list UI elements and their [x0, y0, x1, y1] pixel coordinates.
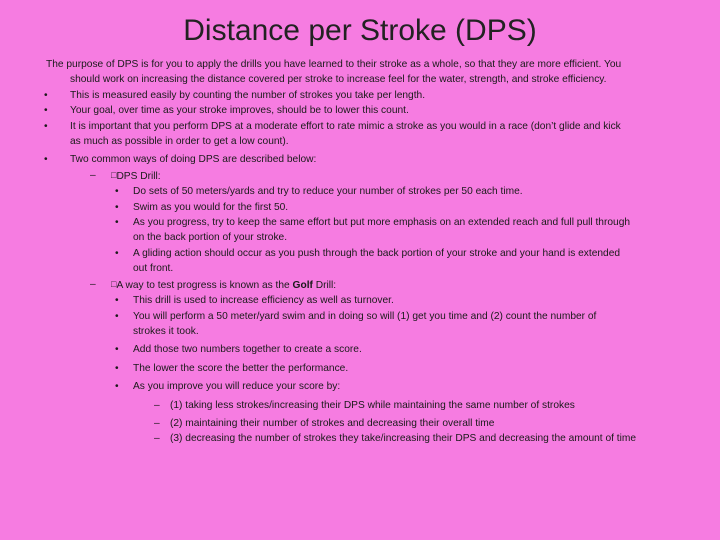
- golf-drill-text: This drill is used to increase efficiency as well as turnover.: [133, 295, 394, 307]
- box-icon: □: [111, 278, 117, 289]
- golf-drill-heading: [0, 277, 720, 293]
- golf-drill-label-pre: A way to test progress is known as the: [116, 279, 293, 291]
- dps-drill-text: A gliding action should occur as you push through the back portion of your stroke and your hand is extended: [133, 247, 621, 259]
- slide-title: Distance per Stroke (DPS): [183, 14, 537, 47]
- bullet-marker: •: [44, 89, 48, 101]
- bullet-continuation: as much as possible in order to get a low count).: [70, 136, 289, 148]
- golf-drill-item: [0, 309, 720, 324]
- dps-drill-continuation: out front.: [133, 263, 174, 275]
- bullet-item: [0, 119, 720, 134]
- bullet-marker: •: [115, 310, 119, 322]
- bullet-marker: •: [115, 247, 119, 259]
- golf-drill-item: [0, 379, 720, 394]
- golf-drill-sub-item: [0, 416, 720, 431]
- golf-drill-sub-text: (3) decreasing the number of strokes they take/increasing their DPS and decreasing the amount of time: [170, 433, 637, 445]
- bullet-marker: •: [115, 201, 119, 213]
- dps-drill-heading: [0, 168, 720, 184]
- dps-drill-label: DPS Drill:: [116, 170, 161, 182]
- dps-drill-continuation: on the back portion of your stroke.: [133, 232, 288, 244]
- bullet-marker: •: [44, 105, 48, 117]
- golf-drill-text: As you improve you will reduce your score by:: [133, 381, 341, 393]
- dash-marker: –: [154, 417, 160, 429]
- golf-drill-item: [0, 361, 720, 376]
- golf-drill-item: [0, 293, 720, 308]
- bullet-item: [0, 152, 720, 167]
- bullet-item: [0, 88, 720, 103]
- bullet-marker: •: [44, 120, 48, 132]
- bullet-text: Two common ways of doing DPS are described below:: [70, 154, 317, 166]
- dps-drill-text: Do sets of 50 meters/yards and try to reduce your number of strokes per 50 each time.: [133, 186, 523, 198]
- dash-marker: –: [90, 278, 96, 290]
- golf-drill-text: The lower the score the better the performance.: [133, 362, 349, 374]
- dash-marker: –: [154, 433, 160, 445]
- dps-drill-item: [0, 215, 720, 230]
- bullet-marker: •: [44, 154, 48, 166]
- bullet-marker: •: [115, 344, 119, 356]
- golf-drill-sub-text: (1) taking less strokes/increasing their DPS while maintaining the same number of strokes: [170, 399, 575, 411]
- intro-line-2-text: should work on increasing the distance covered per stroke to increase feel for the water, strength, and stroke efficiency.: [70, 74, 607, 86]
- golf-drill-item: [0, 342, 720, 357]
- dps-drill-text: As you progress, try to keep the same effort but put more emphasis on an extended reach and full pull through: [133, 217, 631, 229]
- intro-line-1: The purpose of DPS is for you to apply the drills you have learned to their stroke as a whole, so that they are more efficient. You: [46, 59, 622, 70]
- intro-line-2: [0, 72, 720, 87]
- bullet-marker: •: [115, 295, 119, 307]
- golf-drill-continuation: strokes it took.: [133, 325, 199, 337]
- dash-marker: –: [90, 169, 96, 181]
- slide-body: [0, 57, 720, 447]
- dash-marker: –: [154, 399, 160, 411]
- bullet-text: This is measured easily by counting the number of strokes you take per length.: [70, 89, 426, 101]
- box-icon: □: [111, 169, 117, 180]
- dps-drill-item: [0, 246, 720, 261]
- bullet-marker: •: [115, 381, 119, 393]
- bullet-text: Your goal, over time as your stroke improves, should be to lower this count.: [70, 105, 409, 117]
- golf-drill-label-bold: Golf: [292, 279, 313, 291]
- bullet-marker: •: [115, 186, 119, 198]
- bullet-marker: •: [115, 217, 119, 229]
- golf-drill-sub-item: [0, 431, 720, 446]
- golf-drill-sub-text: (2) maintaining their number of strokes and decreasing their overall time: [170, 417, 495, 429]
- dps-drill-item: [0, 200, 720, 215]
- dps-drill-text: Swim as you would for the first 50.: [133, 201, 289, 213]
- bullet-marker: •: [115, 362, 119, 374]
- golf-drill-text: You will perform a 50 meter/yard swim and in doing so will (1) get you time and (2) count the number of: [133, 310, 597, 322]
- bullet-item: [0, 103, 720, 118]
- dps-drill-item: [0, 184, 720, 199]
- golf-drill-sub-item: [0, 398, 720, 413]
- golf-drill-text: Add those two numbers together to create a score.: [133, 344, 362, 356]
- bullet-text: It is important that you perform DPS at a moderate effort to rate mimic a stroke as you would in a race (don’t glide and kick: [70, 120, 621, 132]
- golf-drill-label-post: Drill:: [312, 279, 337, 291]
